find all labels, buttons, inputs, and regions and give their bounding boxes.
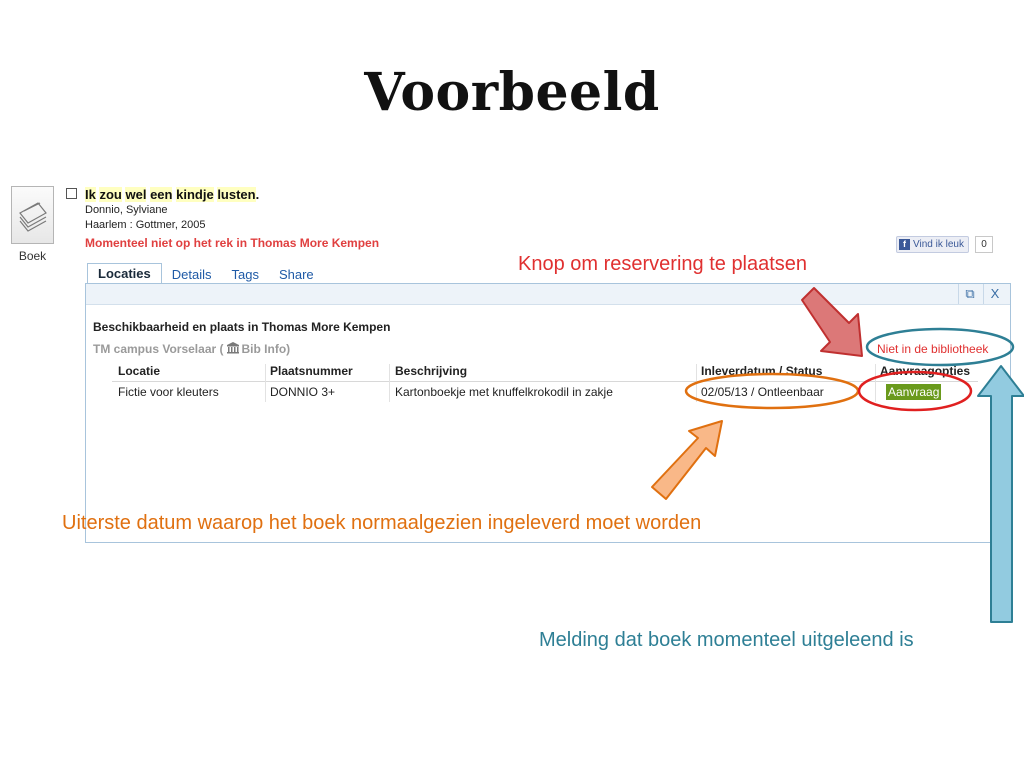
- orange-ellipse: [686, 374, 858, 408]
- record-publisher: Haarlem : Gottmer, 2005: [85, 219, 206, 231]
- niet-in-bibliotheek-label: Niet in de bibliotheek: [877, 342, 989, 356]
- teal-ellipse: [867, 329, 1013, 365]
- aanvraag-button[interactable]: Aanvraag: [888, 385, 940, 399]
- annotation-datum: Uiterste datum waarop het boek normaalgezien ingeleverd moet worden: [62, 512, 702, 534]
- orange-arrow: [652, 421, 722, 499]
- title-word: Ik: [85, 187, 96, 202]
- title-word: een: [150, 187, 173, 202]
- slide-title: Voorbeeld: [364, 62, 660, 123]
- like-label: Vind ik leuk: [913, 239, 964, 250]
- availability-heading: Beschikbaarheid en plaats in Thomas More Kempen: [93, 320, 391, 334]
- tab-share[interactable]: Share: [278, 267, 314, 282]
- title-word: lusten: [217, 187, 256, 202]
- col-header-locatie: Locatie: [118, 364, 161, 378]
- tab-details[interactable]: Details: [171, 267, 212, 282]
- blue-arrow: [978, 366, 1024, 622]
- cell-locatie: Fictie voor kleuters: [118, 385, 219, 399]
- col-header-inleverdatum: Inleverdatum / Status: [701, 364, 823, 378]
- cell-plaatsnummer: DONNIO 3+: [270, 385, 336, 399]
- record-author: Donnio, Sylviane: [85, 204, 168, 216]
- annotation-knop: Knop om reservering te plaatsen: [518, 253, 808, 275]
- like-count: 0: [975, 236, 993, 253]
- campus-name: TM campus Vorselaar (: [93, 342, 224, 356]
- popout-icon[interactable]: ⧉: [958, 284, 981, 304]
- cell-status: 02/05/13 / Ontleenbaar: [701, 385, 824, 399]
- close-icon[interactable]: X: [983, 284, 1006, 304]
- record-availability-status: Momenteel niet op het rek in Thomas More Kempen: [85, 236, 380, 250]
- title-word: zou: [99, 187, 122, 202]
- book-type-label: Boek: [18, 249, 47, 263]
- red-arrow: [802, 288, 862, 356]
- title-word: wel: [125, 187, 147, 202]
- title-punct: .: [255, 187, 260, 202]
- cell-beschrijving: Kartonboekje met knuffelkrokodil in zakje: [395, 385, 613, 399]
- col-header-plaatsnummer: Plaatsnummer: [270, 364, 353, 378]
- title-word: kindje: [176, 187, 214, 202]
- bib-info-link[interactable]: Bib Info): [241, 342, 291, 356]
- tab-locaties[interactable]: Locaties: [87, 263, 162, 284]
- annotation-melding: Melding dat boek momenteel uitgeleend is: [539, 629, 914, 651]
- col-header-aanvraagopties: Aanvraagopties: [880, 364, 971, 378]
- col-header-beschrijving: Beschrijving: [395, 364, 468, 378]
- red-ellipse: [859, 372, 971, 410]
- tab-tags[interactable]: Tags: [231, 267, 259, 282]
- facebook-icon: f: [899, 239, 910, 250]
